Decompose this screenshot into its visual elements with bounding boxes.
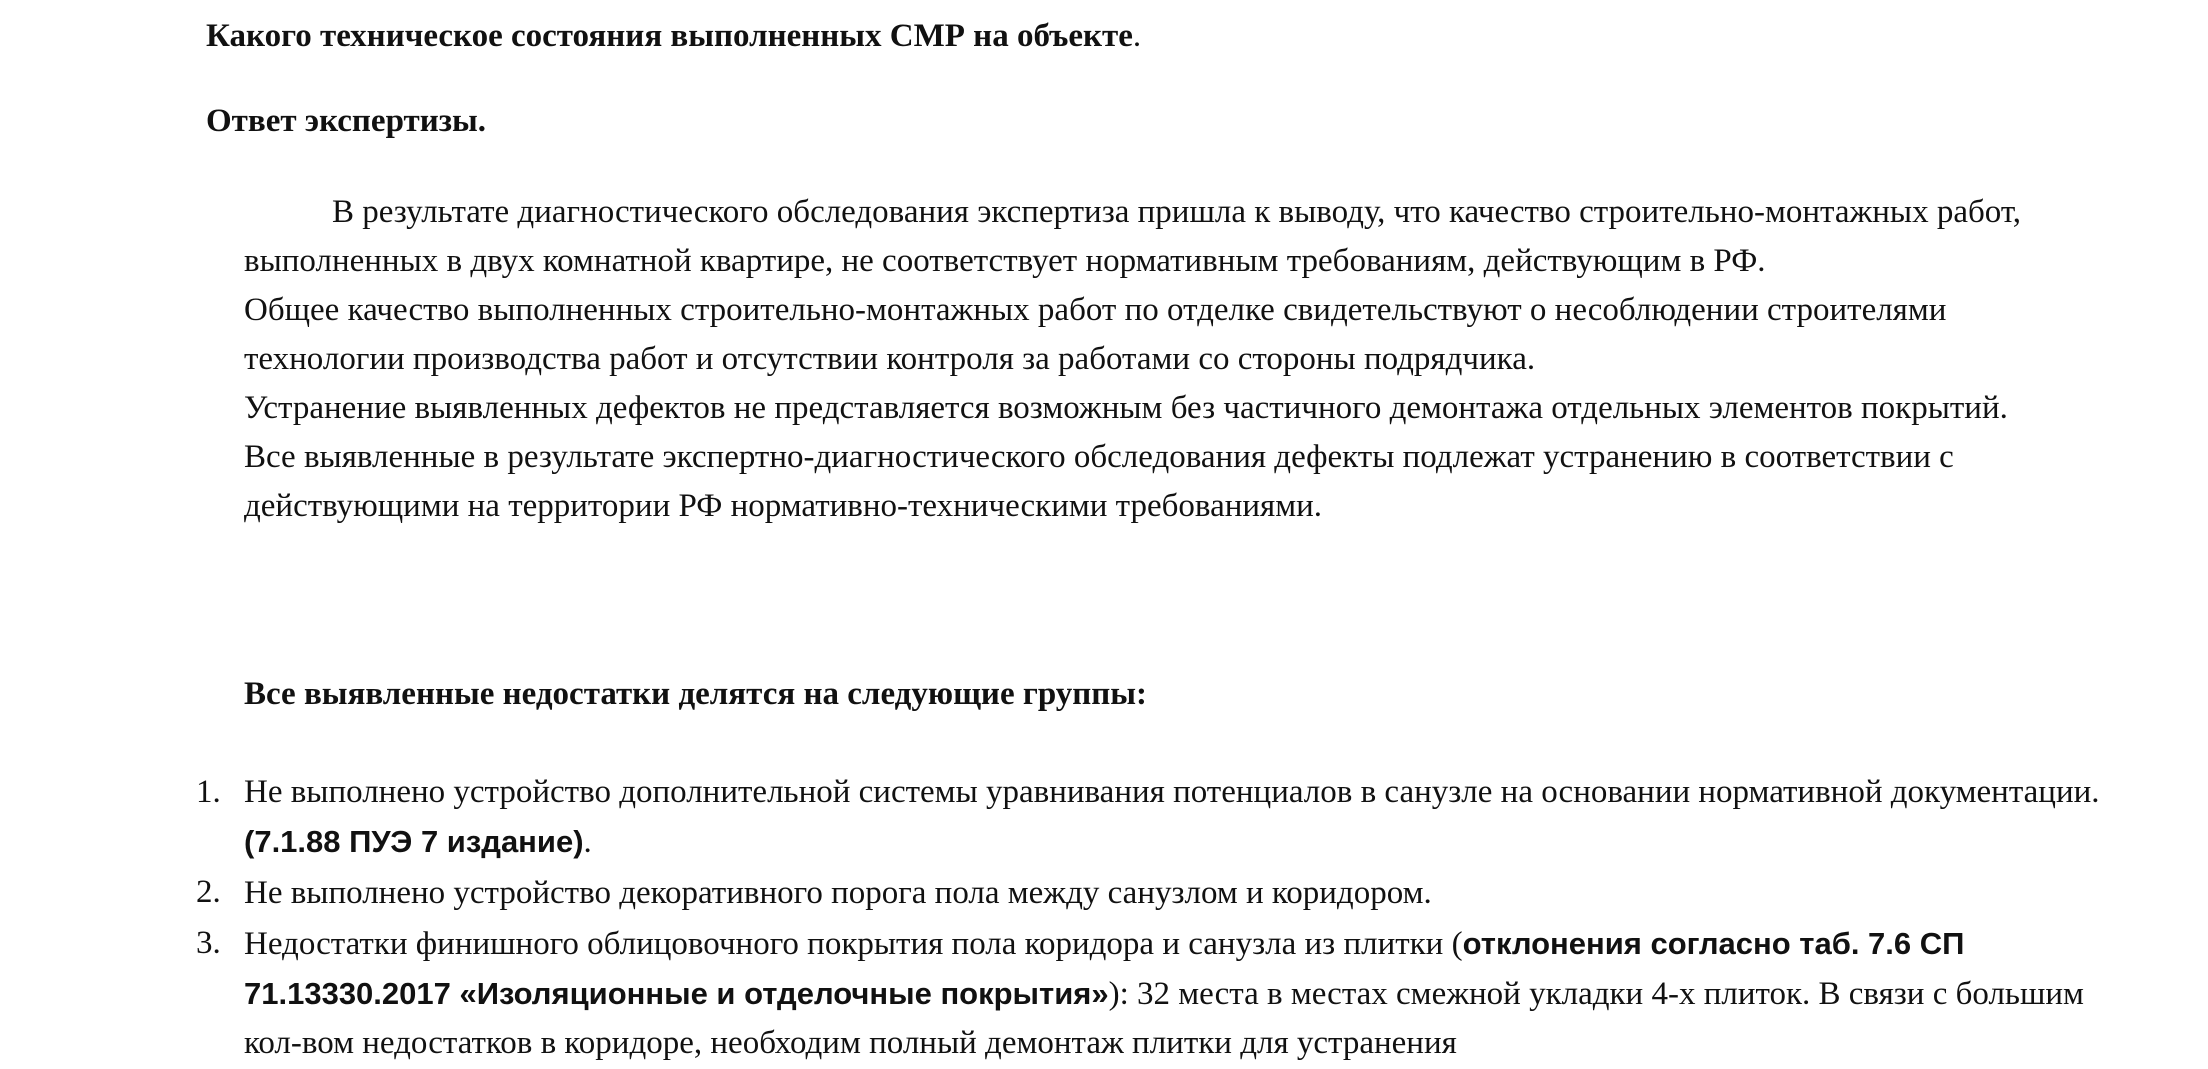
defect-groups-heading: Все выявленные недостатки делятся на следующие группы: xyxy=(244,676,1148,712)
defect-item xyxy=(0,919,2104,1068)
answer-heading: Ответ экспертизы. xyxy=(206,103,486,139)
defect-number: 2. xyxy=(196,874,221,910)
defect-number: 3. xyxy=(196,925,221,961)
paragraph-quality: Общее качество выполненных строительно-монтажных работ по отделке свидетельствуют о несоблюдении строителями технологии производства работ и отсутствии контроля за работами со стороны подрядчика. xyxy=(244,292,1947,377)
defect-reference: отклонения согласно таб. 7.6 СП 71.13330.2017 «Изоляционные и отделочные покрытия» xyxy=(244,926,1965,1011)
question-text: Какого техническое состояния выполненных СМР на объекте xyxy=(206,18,1133,54)
question-end: . xyxy=(1132,18,1142,54)
defect-text-end: ): 32 места в местах смежной укладки 4-х плиток. В связи с большим кол-вом недостатков в коридоре, необходим полный демонтаж плитки для устранения xyxy=(244,976,2084,1061)
paragraph-elimination: Устранение выявленных дефектов не представляется возможным без частичного демонтажа отдельных элементов покрытий. xyxy=(244,390,2008,426)
paragraph-conclusion: В результате диагностического обследования экспертиза пришла к выводу, что качество строительно-монтажных работ, выполненных в двух комнатной квартире, не соответствует нормативным требованиям, действующим в РФ. xyxy=(244,194,2022,279)
defect-text: Недостатки финишного облицовочного покрытия пола коридора и санузла из плитки ( xyxy=(244,926,1463,962)
defect-number: 1. xyxy=(196,774,221,810)
defect-item xyxy=(0,768,2104,867)
defect-text-end: . xyxy=(583,824,592,860)
defect-list xyxy=(0,768,2208,1069)
defect-text: Не выполнено устройство декоративного порога пола между санузлом и коридором. xyxy=(244,875,1432,911)
defect-reference: (7.1.88 ПУЭ 7 издание) xyxy=(244,824,584,859)
paragraph-requirements: Все выявленные в результате экспертно-диагностического обследования дефекты подлежат устранению в соответствии с действующими на территории РФ нормативно-техническими требованиями. xyxy=(244,439,1954,524)
answer-body xyxy=(244,188,2084,531)
question-heading xyxy=(206,18,1141,55)
defect-item xyxy=(0,868,2104,918)
defect-text: Не выполнено устройство дополнительной системы уравнивания потенциалов в санузле на основании нормативной документации. xyxy=(244,774,2100,810)
